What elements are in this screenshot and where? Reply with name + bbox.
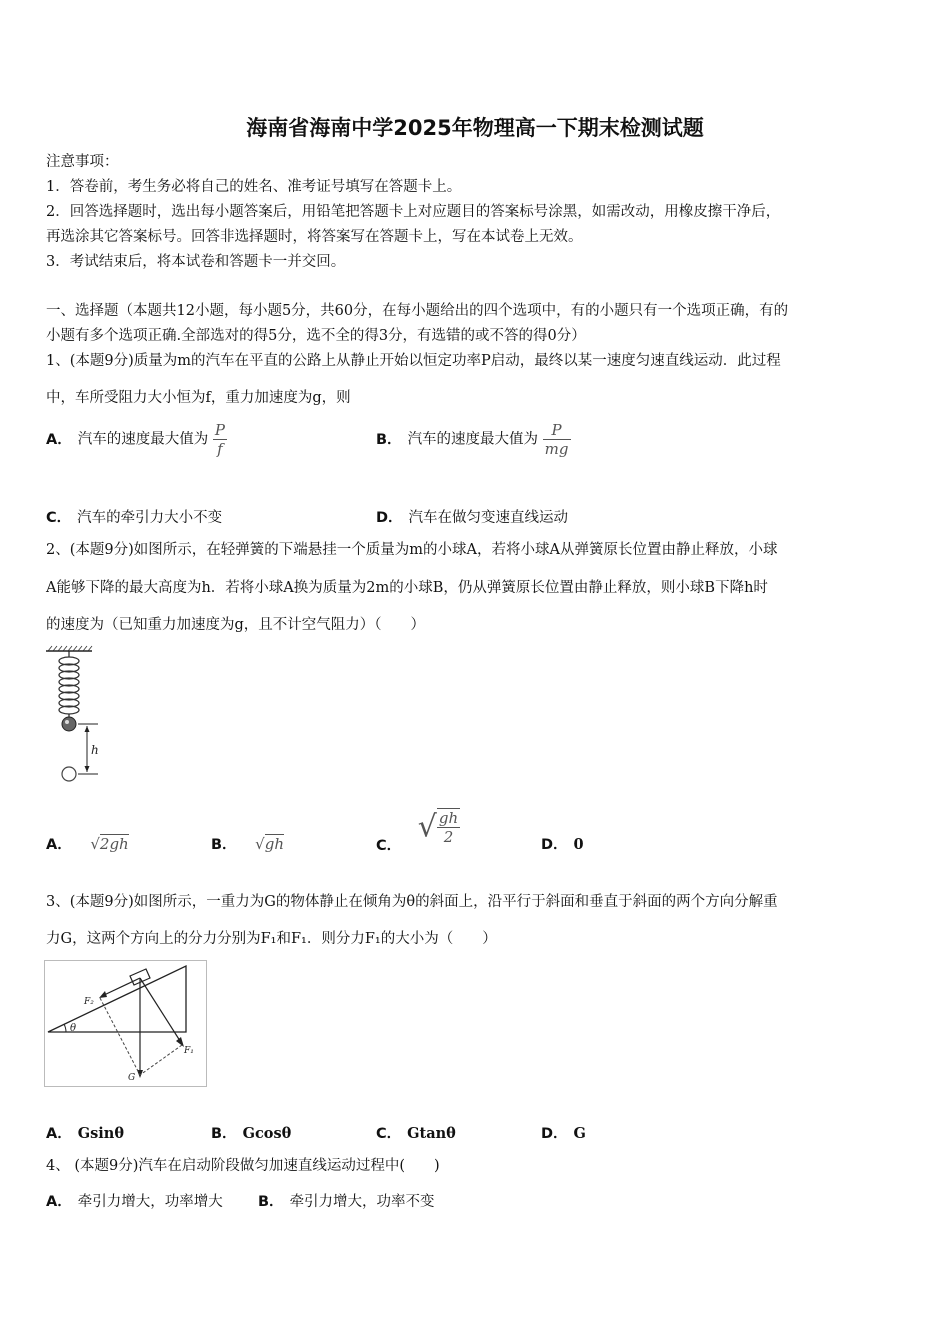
q2-stem-line3: 的速度为（已知重力加速度为g，且不计空气阻力）（ ）: [46, 617, 426, 633]
q2-stem-line1: 2、(本题9分)如图所示，在轻弹簧的下端悬挂一个质量为m的小球A，若将小球A从弹簧原长位置由静止释放，小球: [46, 542, 778, 558]
q4-option-b-label: B．: [258, 1194, 284, 1210]
q4-option-a-text: 牵引力增大，功率增大: [77, 1194, 223, 1210]
q3-option-a-label: A．: [46, 1126, 72, 1142]
incline-g-label: G: [128, 1073, 136, 1083]
incline-theta-label: θ: [70, 1023, 77, 1034]
q1-option-b-fraction: [543, 421, 571, 458]
q1-option-a-num: P: [214, 421, 225, 439]
incline-figure: [44, 960, 208, 1088]
q2-option-a-label: A．: [46, 837, 72, 853]
q4-option-a[interactable]: [46, 1190, 223, 1211]
q2-option-b[interactable]: B． √gh: [211, 835, 284, 853]
q3-option-c[interactable]: [376, 1122, 456, 1143]
notice-heading: 注意事项：: [46, 154, 119, 170]
q1-option-a[interactable]: [46, 421, 227, 458]
q2-option-d[interactable]: [541, 833, 584, 854]
notice-item-2b: 再选涂其它答案标号。回答非选择题时，将答案写在答题卡上，写在本试卷上无效。: [46, 229, 583, 245]
section-intro-line1: 一、选择题（本题共12小题，每小题5分，共60分，在每小题给出的四个选项中，有的小题只有一个选项正确，有的: [46, 303, 789, 319]
q4-option-a-label: A．: [46, 1194, 72, 1210]
notice-item-2a: 2．回答选择题时，选出每小题答案后，用铅笔把答题卡上对应题目的答案标号涂黑，如需改动，用橡皮擦干净后，: [46, 204, 781, 220]
q3-option-a-text: Gsinθ: [77, 1125, 125, 1142]
q3-option-b[interactable]: [211, 1122, 291, 1143]
q3-stem-line1: 3、(本题9分)如图所示，一重力为G的物体静止在倾角为θ的斜面上，沿平行于斜面和垂直于斜面的两个方向分解重: [46, 894, 778, 910]
q1-option-b-den: mg: [544, 440, 569, 458]
q1-option-b[interactable]: [376, 421, 571, 458]
q3-option-b-text: Gcosθ: [242, 1125, 292, 1142]
q4-stem-line1: 4、 (本题9分)汽车在启动阶段做匀加速直线运动过程中( ): [46, 1158, 440, 1174]
q4-option-b[interactable]: [258, 1190, 435, 1211]
q1-option-a-label: A．: [46, 431, 72, 448]
q1-option-a-text: 汽车的速度最大值为: [77, 431, 209, 448]
q3-option-c-label: C．: [376, 1126, 402, 1142]
notice-item-3: 3．考试结束后，将本试卷和答题卡一并交回。: [46, 254, 346, 270]
q1-option-b-text: 汽车的速度最大值为: [407, 431, 539, 448]
q3-option-d[interactable]: [541, 1122, 586, 1143]
q3-option-d-label: D．: [541, 1126, 568, 1142]
q2-stem-line2: A能够下降的最大高度为h．若将小球A换为质量为2m的小球B，仍从弹簧原长位置由静止释放，则小球B下降h时: [46, 580, 768, 596]
q3-option-a[interactable]: [46, 1122, 124, 1143]
q3-stem-line2: 力G，这两个方向上的分力分别为F₁和F₁．则分力F₁的大小为（ ）: [46, 931, 497, 947]
q2-option-c[interactable]: C． √ $\frac{gh}{2}$: [376, 809, 459, 854]
q2-option-a[interactable]: A． √2gh: [46, 835, 129, 853]
exam-title: 海南省海南中学2025年物理高一下期末检测试题: [246, 116, 704, 140]
q2-option-c-num: gh: [438, 809, 459, 827]
spring-figure-h-label: h: [91, 743, 99, 757]
q2-option-b-expr: gh: [264, 835, 284, 853]
q3-option-b-label: B．: [211, 1126, 237, 1142]
q1-option-a-fraction: [213, 421, 227, 458]
q1-option-b-num: P: [551, 421, 562, 439]
q2-option-d-text: 0: [573, 836, 584, 853]
q2-option-b-label: B．: [211, 837, 237, 853]
q3-option-d-text: G: [573, 1125, 586, 1142]
q2-option-a-expr: 2gh: [99, 835, 129, 853]
q2-option-c-fraction: [437, 808, 460, 846]
q2-option-d-label: D．: [541, 837, 568, 853]
q2-option-c-label: C．: [376, 838, 402, 854]
q1-option-c-label: C．: [46, 510, 72, 526]
q1-option-c[interactable]: [46, 506, 222, 527]
incline-f1-label: F₁: [184, 1046, 194, 1056]
q1-stem-line1: 1、(本题9分)质量为m的汽车在平直的公路上从静止开始以恒定功率P启动，最终以某一速度匀速直线运动．此过程: [46, 353, 781, 369]
notice-item-1: 1．答卷前，考生务必将自己的姓名、准考证号填写在答题卡上。: [46, 179, 462, 195]
section-intro-line2: 小题有多个选项正确.全部选对的得5分，选不全的得3分，有选错的或不答的得0分）: [46, 328, 586, 344]
q2-option-c-den: 2: [443, 828, 454, 846]
q1-option-c-text: 汽车的牵引力大小不变: [77, 510, 223, 526]
q4-option-b-text: 牵引力增大，功率不变: [289, 1194, 435, 1210]
q3-option-c-text: Gtanθ: [407, 1125, 456, 1142]
q1-option-d-text: 汽车在做匀变速直线运动: [408, 510, 569, 526]
q1-option-d[interactable]: [376, 506, 568, 527]
q1-stem-line2: 中，车所受阻力大小恒为f，重力加速度为g，则: [46, 390, 351, 406]
spring-figure: [40, 645, 110, 790]
incline-f2-label: F₂: [84, 997, 94, 1007]
q1-option-b-label: B．: [376, 431, 402, 448]
q1-option-d-label: D．: [376, 510, 403, 526]
q1-option-a-den: f: [217, 440, 223, 458]
